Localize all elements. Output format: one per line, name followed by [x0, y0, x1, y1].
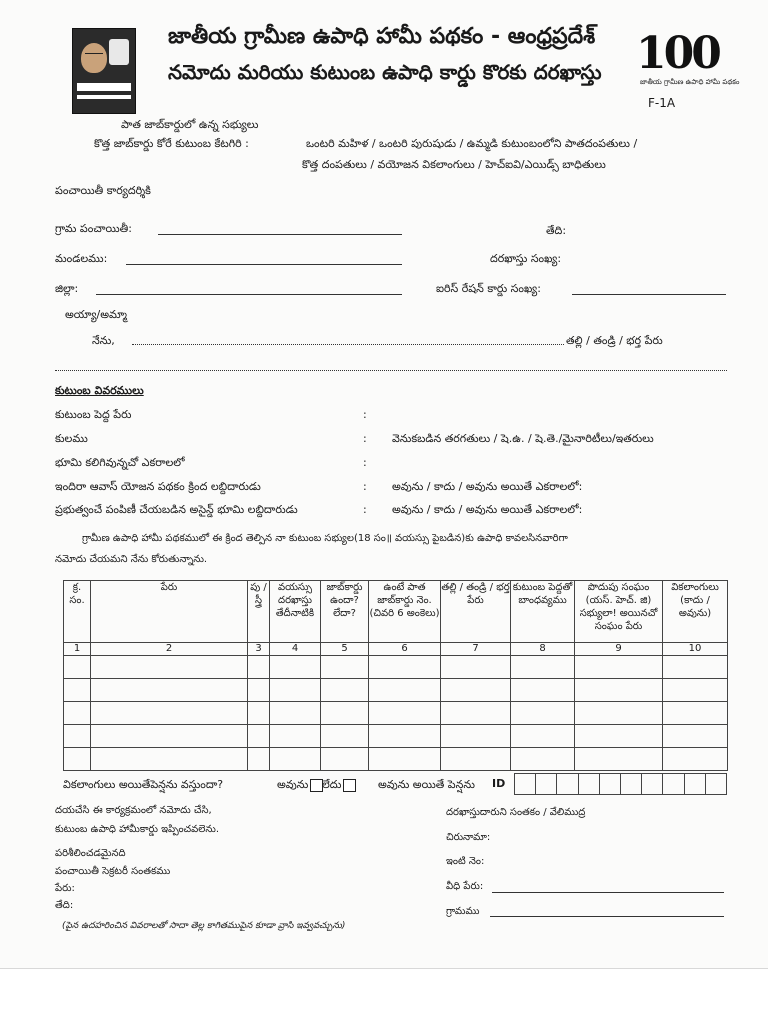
- col-number: 1: [64, 643, 91, 656]
- member-cell[interactable]: [270, 748, 321, 771]
- col-number: 5: [321, 643, 369, 656]
- caste-label: కులము: [55, 432, 88, 445]
- col-header-relationship: కుటుంబ పెద్దతో బాంధవ్యము: [511, 581, 575, 643]
- member-cell[interactable]: [441, 679, 511, 702]
- logo-tagline: జాతీయ గ్రామీణ ఉపాధి హామీ పథకం: [640, 78, 740, 86]
- street-label: వీధి పేరు:: [446, 881, 484, 892]
- form-title-line2: నమోదు మరియు కుటుంబ ఉపాధి కార్డు కొరకు దరఖాస్తు: [168, 60, 602, 84]
- member-cell[interactable]: [511, 748, 575, 771]
- member-cell[interactable]: [441, 656, 511, 679]
- member-cell[interactable]: [321, 725, 369, 748]
- village-label: గ్రామము: [446, 906, 480, 917]
- pension-no-option[interactable]: [322, 778, 356, 794]
- col-number: 4: [270, 643, 321, 656]
- member-cell[interactable]: [248, 725, 270, 748]
- secretary-date-label: తేది:: [55, 900, 74, 911]
- member-cell[interactable]: [663, 748, 728, 771]
- col-number: 6: [369, 643, 441, 656]
- request-line2: నమోదు చేయమని నేను కోరుతున్నాను.: [55, 554, 208, 565]
- secretary-signature-label: పంచాయితీ సెక్రటరీ సంతకము: [55, 866, 171, 877]
- member-cell[interactable]: [270, 656, 321, 679]
- member-cell[interactable]: [441, 725, 511, 748]
- family-head-colon: :: [363, 408, 367, 421]
- pension-yes-label: అవును: [277, 778, 309, 791]
- member-cell[interactable]: [369, 748, 441, 771]
- village-field[interactable]: [490, 916, 724, 917]
- col-header-disabled: వికలాంగులు (కాదు / అవును): [663, 581, 728, 643]
- footer-request-line2: కుటుంబ ఉపాధి హామీకార్డు ఇప్పించవలెను.: [55, 824, 219, 835]
- member-cell[interactable]: [321, 748, 369, 771]
- col-number: 9: [575, 643, 663, 656]
- applicant-name-continuation[interactable]: [55, 370, 727, 371]
- member-cell[interactable]: [64, 702, 91, 725]
- nrega-100-logo: [636, 28, 740, 92]
- member-cell[interactable]: [575, 725, 663, 748]
- parent-options: తల్లి / తండ్రి / భర్త పేరు: [566, 334, 663, 347]
- member-cell[interactable]: [270, 679, 321, 702]
- member-cell[interactable]: [248, 679, 270, 702]
- col-header-serial: క్ర. సం.: [64, 581, 91, 643]
- date-label: తేది:: [546, 224, 567, 237]
- col-header-name: పేరు: [91, 581, 248, 643]
- col-number: 10: [663, 643, 728, 656]
- member-cell[interactable]: [575, 679, 663, 702]
- caste-options: వెనుకబడిన తరగతులు / షె.ఉ. / షె.తె./మైనారిటీలు/ఇతరులు: [392, 432, 654, 445]
- pension-no-label: లేదు: [322, 778, 342, 791]
- iay-beneficiary-label: ఇందిరా ఆవాస్ యోజన పథకం క్రింద లబ్దిదారుడు: [55, 480, 261, 493]
- house-no-label: ఇంటి నెం:: [446, 856, 485, 867]
- col-header-age: వయస్సు దరఖాస్తు తేదీనాటికి: [270, 581, 321, 643]
- col-header-old-jobcard-no: ఉంటే పాత జాబ్‌కార్డు నెం. (చివరి 6 అంకెలు): [369, 581, 441, 643]
- pension-id-label: ID: [492, 777, 506, 790]
- member-cell[interactable]: [270, 725, 321, 748]
- member-row: [64, 748, 728, 771]
- form-title-line1: జాతీయ గ్రామీణ ఉపాధి హామీ పథకం - ఆంధ్రప్రదేశ్: [168, 24, 596, 49]
- pension-no-checkbox[interactable]: [343, 779, 356, 792]
- new-card-category-label: కొత్త జాబ్‌కార్డు కోరే కుటుంబ కేటగిరి :: [94, 137, 249, 150]
- iris-ration-card-label: ఐరిస్ రేషన్ కార్డు సంఖ్య:: [436, 282, 541, 295]
- member-cell[interactable]: [248, 702, 270, 725]
- iris-ration-card-field[interactable]: [572, 294, 726, 295]
- member-cell[interactable]: [663, 702, 728, 725]
- member-cell[interactable]: [91, 702, 248, 725]
- applicant-signature-label: దరఖాస్తుదారుని సంతకం / వేలిముద్ర: [446, 807, 586, 818]
- mandal-field[interactable]: [126, 264, 402, 265]
- col-number: 8: [511, 643, 575, 656]
- category-options-line1: ఒంటరి మహిళ / ఒంటరి పురుషుడు / ఉమ్మడి కుటుంబంలోని పాతదంపతులు /: [306, 137, 638, 150]
- gandhi-logo: [72, 28, 136, 114]
- col-header-has-jobcard: జాబ్‌కార్డు ఉందా? లేదా?: [321, 581, 369, 643]
- applicant-name-field[interactable]: [132, 344, 564, 345]
- member-cell[interactable]: [663, 656, 728, 679]
- mandal-label: మండలము:: [55, 252, 108, 265]
- application-no-label: దరఖాస్తు సంఖ్య:: [490, 252, 562, 265]
- request-line1: గ్రామీణ ఉపాధి హామీ పథకములో ఈ క్రింద తెల్పిన నా కుటుంబ సభ్యుల(18 సం॥ వయస్సు పైబడిన)కు ఉపాధి కావలసినవారిగా: [82, 533, 568, 544]
- land-acres-label: భూమి కలిగివున్నచో ఎకరాలలో: [55, 456, 185, 469]
- member-cell[interactable]: [369, 679, 441, 702]
- plain-paper-note: (పైన ఉదహరించిన వివరాలతో సాదా తెల్ల కాగితముపైన కూడా వ్రాసి ఇవ్వవచ్చును): [62, 921, 346, 931]
- member-cell[interactable]: [575, 702, 663, 725]
- assigned-land-label: ప్రభుత్వంచే పంపిణీ చేయబడిన అసైన్డ్ భూమి లబ్దిదారుడు: [55, 503, 298, 516]
- street-field[interactable]: [492, 892, 724, 893]
- col-number: 7: [441, 643, 511, 656]
- salutation: అయ్యా/అమ్మా: [65, 308, 127, 321]
- col-number: 2: [91, 643, 248, 656]
- col-header-shg: పొదుపు సంఘం (యస్. హెచ్. జి) సభ్యులా! అయినచో సంఘం పేరు: [575, 581, 663, 643]
- form-code: F-1A: [648, 96, 676, 110]
- footer-request-line1: దయచేసి ఈ కార్యక్రమంలో నమోదు చేసి,: [55, 805, 212, 816]
- member-cell[interactable]: [248, 656, 270, 679]
- member-row: [64, 656, 728, 679]
- district-label: జిల్లా:: [55, 282, 79, 295]
- member-cell[interactable]: [511, 656, 575, 679]
- member-cell[interactable]: [663, 725, 728, 748]
- district-field[interactable]: [96, 294, 402, 295]
- member-cell[interactable]: [91, 656, 248, 679]
- member-cell[interactable]: [64, 748, 91, 771]
- member-cell[interactable]: [575, 656, 663, 679]
- i-am-label: నేను,: [92, 334, 115, 347]
- member-row: [64, 679, 728, 702]
- address-label: చిరునామా:: [446, 832, 491, 843]
- col-header-parent-name: తల్లి / తండ్రి / భర్త పేరు: [441, 581, 511, 643]
- member-cell[interactable]: [91, 679, 248, 702]
- member-cell[interactable]: [663, 679, 728, 702]
- member-cell[interactable]: [511, 725, 575, 748]
- land-acres-colon: :: [363, 456, 367, 469]
- iay-beneficiary-options: అవును / కాదు / అవును అయితే ఎకరాలలో:: [392, 480, 583, 493]
- members-table: [63, 580, 728, 771]
- member-cell[interactable]: [91, 725, 248, 748]
- member-cell[interactable]: [64, 679, 91, 702]
- member-cell[interactable]: [321, 656, 369, 679]
- assigned-land-options: అవును / కాదు / అవును అయితే ఎకరాలలో:: [392, 503, 583, 516]
- member-row: [64, 725, 728, 748]
- member-row: [64, 702, 728, 725]
- member-cell[interactable]: [441, 748, 511, 771]
- secretary-name-label: పేరు:: [55, 883, 75, 894]
- caste-colon: :: [363, 432, 367, 445]
- member-cell[interactable]: [64, 656, 91, 679]
- gram-panchayat-field[interactable]: [158, 234, 402, 235]
- member-cell[interactable]: [575, 748, 663, 771]
- member-cell[interactable]: [511, 702, 575, 725]
- member-cell[interactable]: [64, 725, 91, 748]
- member-cell[interactable]: [91, 748, 248, 771]
- gram-panchayat-label: గ్రామ పంచాయితీ:: [55, 222, 132, 235]
- logo-number: 100: [636, 28, 719, 79]
- to-secretary: పంచాయితీ కార్యదర్శికి: [55, 184, 151, 197]
- pension-question: వికలాంగులు అయితేపెన్షను వస్తుందా?: [63, 778, 224, 791]
- member-cell[interactable]: [321, 679, 369, 702]
- family-head-label: కుటుంబ పెద్ద పేరు: [55, 408, 132, 421]
- pension-yes-option[interactable]: [277, 778, 323, 794]
- verified-label: పరిశీలించడమైనది: [55, 848, 126, 859]
- category-options-line2: కొత్త దంపతులు / వయోజన వికలాంగులు / హెచ్ఐవి/ఎయిడ్స్ బాధితులు: [302, 158, 606, 171]
- iay-beneficiary-colon: :: [363, 480, 367, 493]
- assigned-land-colon: :: [363, 503, 367, 516]
- member-cell[interactable]: [248, 748, 270, 771]
- member-cell[interactable]: [441, 702, 511, 725]
- member-cell[interactable]: [511, 679, 575, 702]
- col-number: 3: [248, 643, 270, 656]
- member-cell[interactable]: [270, 702, 321, 725]
- old-card-members-label: పాత జాబ్‌కార్డులో ఉన్న సభ్యులు: [121, 118, 259, 131]
- member-cell[interactable]: [321, 702, 369, 725]
- member-cell[interactable]: [369, 656, 441, 679]
- member-cell[interactable]: [369, 702, 441, 725]
- member-cell[interactable]: [369, 725, 441, 748]
- pension-if-yes-label: అవును అయితే పెన్షను: [378, 778, 475, 791]
- col-header-gender: పు / స్త్రీ: [248, 581, 270, 643]
- pension-id-boxes[interactable]: [514, 773, 727, 795]
- family-details-heading: కుటుంబ వివరములు: [55, 384, 144, 397]
